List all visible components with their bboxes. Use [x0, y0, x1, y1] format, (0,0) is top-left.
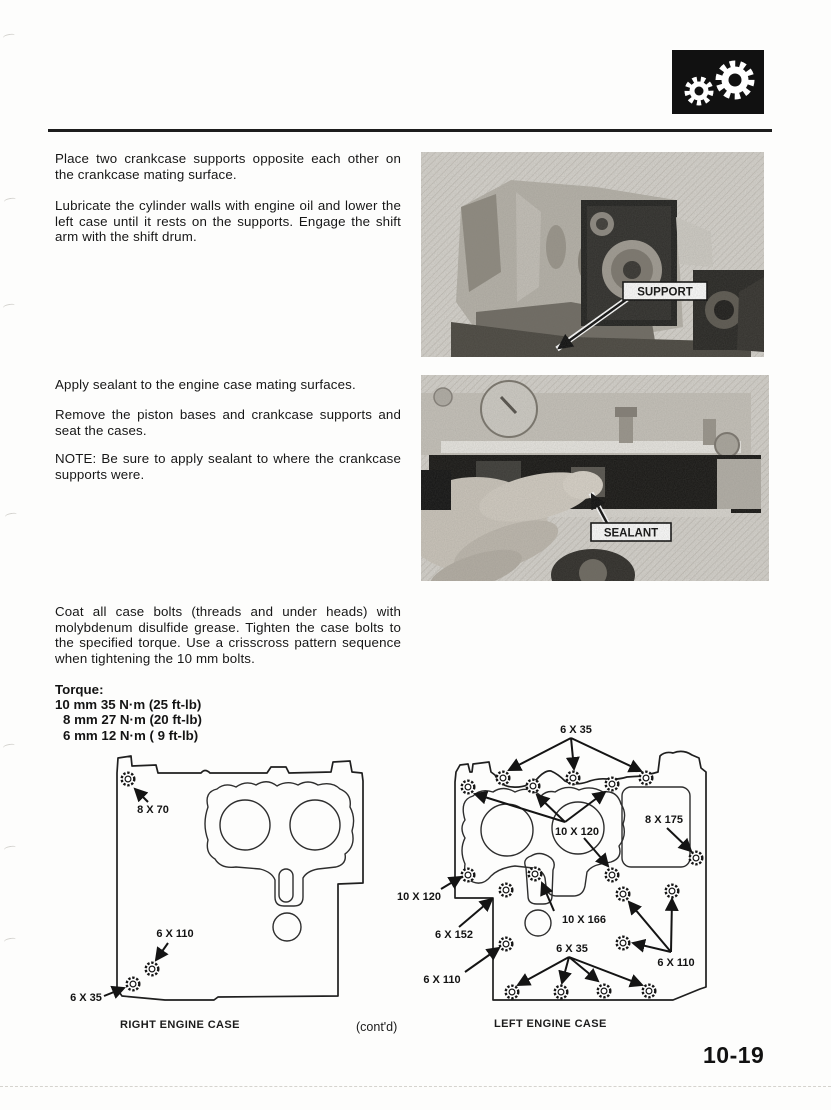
torque-spec — [55, 682, 401, 743]
scan-artifact — [3, 303, 16, 311]
bolt-6x110-right-1 — [617, 888, 630, 901]
bolt-8x175 — [690, 852, 703, 865]
label-bottom-6x35: 6 X 35 — [556, 943, 588, 955]
label-top-6x35: 6 X 35 — [560, 724, 592, 736]
label-6x110: 6 X 110 — [156, 928, 194, 940]
bolt-6x35-top-3 — [640, 772, 653, 785]
scan-artifact — [3, 33, 16, 41]
bolt-6x35-top-1 — [497, 772, 510, 785]
scan-artifact — [4, 197, 17, 205]
film-grain — [421, 152, 764, 357]
bolt-6x35 — [127, 978, 140, 991]
bolt-10x120-1 — [462, 781, 475, 794]
right-case-caption: RIGHT ENGINE CASE — [120, 1019, 240, 1031]
bolt-10x120-4 — [606, 869, 619, 882]
label-6x152: 6 X 152 — [435, 929, 473, 941]
bolt-10x120-3 — [606, 778, 619, 791]
header-rule — [48, 129, 772, 132]
bolt-6x35-bottom-1 — [506, 986, 519, 999]
bolt-6x152 — [500, 884, 513, 897]
paragraph-place-supports: Place two crankcase supports opposite each other on the crankcase mating surface. — [55, 151, 401, 182]
bolt-10x120-left — [462, 869, 475, 882]
contd-note: (cont'd) — [356, 1020, 398, 1034]
page-number: 10-19 — [703, 1042, 765, 1068]
label-right-6x110: 6 X 110 — [657, 957, 695, 969]
paragraph-note: NOTE: Be sure to apply sealant to where the crankcase supports were. — [55, 451, 401, 482]
paragraph-coat-bolts: Coat all case bolts (threads and under heads) with molybdenum disulfide grease. Tighten the case bolts to the specified torque. Use a crisscross pattern sequence when tightening the 10 mm bolts. — [55, 604, 401, 667]
torque-row-8mm: 8 mm 27 N·m (20 ft-lb) — [63, 712, 202, 728]
bolt-6x35-bottom-2 — [555, 986, 568, 999]
left-case-caption: LEFT ENGINE CASE — [494, 1018, 607, 1030]
support-photo — [421, 152, 764, 357]
bolt-6x110-bottom-left — [500, 938, 513, 951]
label-bottom-left-6x110: 6 X 110 — [423, 974, 461, 986]
scan-artifact — [3, 743, 16, 751]
scan-artifact — [4, 937, 17, 945]
bolt-6x35-bottom-3 — [598, 985, 611, 998]
film-grain — [421, 375, 769, 581]
bolt-6x35-bottom-4 — [643, 985, 656, 998]
scan-artifact — [4, 845, 17, 853]
gasket-outline — [205, 782, 354, 941]
label-10x166: 10 X 166 — [561, 914, 607, 926]
bolt-6x110-right-2 — [666, 885, 679, 898]
paragraph-apply-sealant: Apply sealant to the engine case mating surfaces. — [55, 377, 356, 392]
label-center-10x120: 10 X 120 — [554, 826, 600, 838]
left-engine-case-diagram — [395, 700, 715, 1010]
bolt-6x110-right-3 — [617, 937, 630, 950]
paragraph-remove-bases: Remove the piston bases and crankcase supports and seat the cases. — [55, 407, 401, 438]
bolt-6x110 — [146, 963, 159, 976]
label-8x175: 8 X 175 — [645, 814, 683, 826]
right-engine-case-diagram — [55, 745, 375, 1045]
gears-logo — [672, 50, 764, 114]
bolt-8x70 — [122, 773, 135, 786]
bolt-10x166 — [529, 868, 542, 881]
scan-artifact — [5, 512, 18, 520]
sealant-photo — [421, 375, 769, 581]
torque-heading: Torque: — [55, 682, 104, 697]
gears-icon — [672, 50, 764, 114]
label-8x70: 8 X 70 — [137, 804, 169, 816]
page-edge-artifact — [0, 1086, 831, 1087]
bolt-10x120-2 — [527, 780, 540, 793]
label-left-10x120: 10 X 120 — [396, 891, 442, 903]
torque-row-10mm: 10 mm 35 N·m (25 ft-lb) — [55, 697, 202, 713]
label-6x35: 6 X 35 — [70, 992, 102, 1004]
torque-row-6mm: 6 mm 12 N·m ( 9 ft-lb) — [63, 727, 199, 743]
bolt-6x35-top-2 — [567, 772, 580, 785]
paragraph-lubricate: Lubricate the cylinder walls with engine oil and lower the left case until it rests on the supports. Engage the shift arm with the shift drum. — [55, 198, 401, 245]
